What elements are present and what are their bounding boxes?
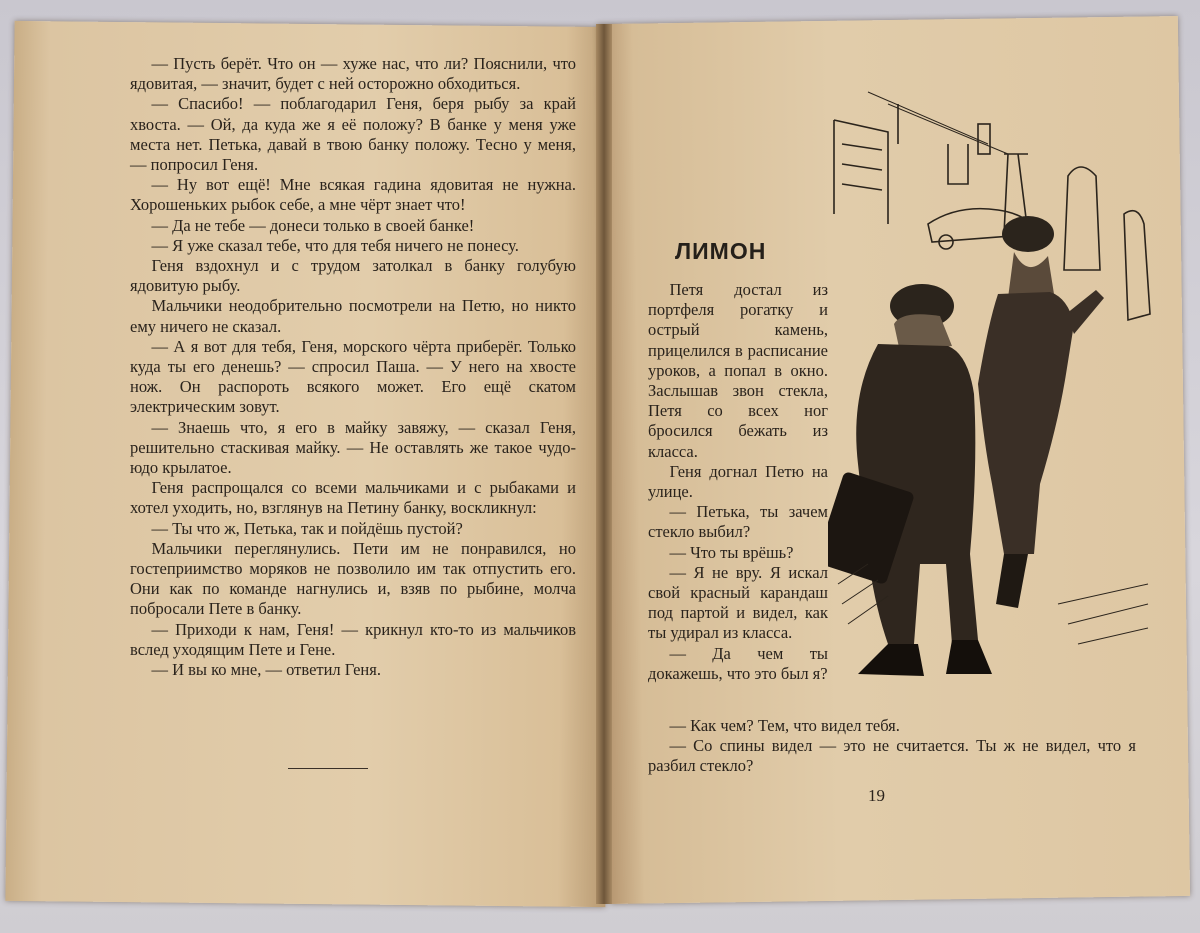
paragraph: Петя достал из портфеля рогатку и острый камень, прицелился в расписание уроков, а попал в окно. Заслышав звон стекла, Петя со всех ног бросился бежать из класса.	[648, 280, 828, 461]
chapter-title: ЛИМОН	[675, 238, 767, 264]
paragraph: — Петька, ты зачем стекло выбил?	[648, 502, 828, 542]
paragraph: — Да не тебе — донеси только в своей банке!	[151, 215, 475, 235]
paragraph: Геня догнал Петю на улице.	[648, 461, 828, 502]
left-page-text	[130, 54, 576, 680]
paragraph: — Ты что ж, Петька, так и пойдёшь пустой?	[151, 518, 463, 538]
book-spine	[596, 24, 612, 904]
paragraph: — Я уже сказал тебе, что для тебя ничего не понесу.	[151, 235, 519, 255]
paragraph: — Со спины видел — это не считается. Ты ж не видел, что я разбил стекло?	[648, 736, 1136, 776]
paragraph: — Приходи к нам, Геня! — крикнул кто-то из мальчиков вслед уходящим Пете и Гене.	[130, 619, 576, 659]
paragraph: — А я вот для тебя, Геня, морского чёрта приберёг. Только куда ты его денешь? — спросил Паша. — У него на хвосте нож. Он распороть всякого может. Его ещё скатом электрическим зовут.	[130, 336, 576, 417]
street-boys-illustration	[828, 84, 1164, 684]
paragraph: Геня вздохнул и с трудом затолкал в банку голубую ядовитую рыбу.	[130, 256, 576, 296]
page-number: 19	[868, 786, 885, 805]
paragraph: — Спасибо! — поблагодарил Геня, беря рыбу за край хвоста. — Ой, да куда же я её положу? В банке у меня уже места нет. Петька, давай в твою банку положу. Тесно у меня, — попросил Геня.	[130, 94, 576, 175]
paragraph: — И вы ко мне, — ответил Геня.	[151, 660, 381, 680]
paragraph: — Пусть берёт. Что он — хуже нас, что ли? Пояснили, что ядовитая, — значит, будет с ней осторожно обходиться.	[130, 54, 576, 94]
paragraph: Геня распрощался со всеми мальчиками и с рыбаками и хотел уходить, но, взглянув на Петину банку, воскликнул:	[130, 478, 576, 518]
paragraph: Мальчики переглянулись. Пети им не понравился, но гостеприимство моряков не позволило им так отпустить его. Они как по команде нагнулись и, взяв по рыбине, молча побросали Пете в банку.	[130, 538, 576, 619]
right-bottom-text	[648, 716, 1136, 777]
paragraph: — Что ты врёшь?	[669, 542, 794, 562]
paragraph: — Ну вот ещё! Мне всякая гадина ядовитая не нужна. Хорошеньких рыбок себе, а мне чёрт знает что!	[130, 175, 576, 215]
paragraph: — Да чем ты докажешь, что это был я?	[648, 643, 828, 683]
paragraph: Мальчики неодобрительно посмотрели на Петю, но никто ему ничего не сказал.	[130, 296, 576, 336]
paragraph: — Как чем? Тем, что видел тебя.	[669, 716, 900, 735]
section-end-rule	[288, 768, 368, 769]
right-column-text	[648, 280, 828, 684]
paragraph: — Знаешь что, я его в майку завяжу, — сказал Геня, решительно стаскивая майку. — Не оставлять же такое чудо-юдо крылатое.	[130, 417, 576, 478]
paragraph: — Я не вру. Я искал свой красный карандаш под партой и видел, как ты удирал из класса.	[648, 562, 828, 643]
